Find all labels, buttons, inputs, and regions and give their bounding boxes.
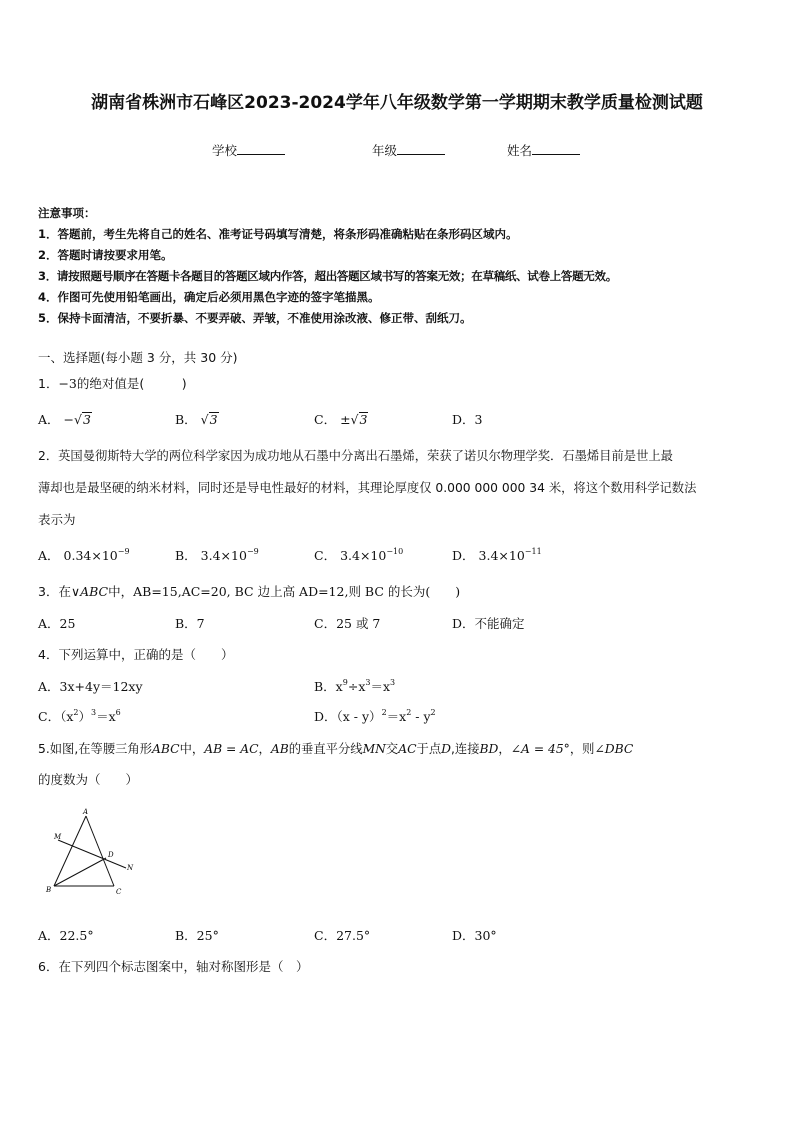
q2-line-1: 2．英国曼彻斯特大学的两位科学家因为成功地从石墨中分离出石墨烯，荣获了诺贝尔物理学奖．石墨烯目前是世上最 — [38, 449, 673, 463]
plus-minus-sign: ± — [340, 412, 351, 427]
notes-block — [38, 203, 617, 329]
school-blank — [237, 142, 285, 155]
q2-option-c — [314, 546, 403, 564]
option-label: B． — [175, 548, 197, 563]
note-item: 4．作图可先使用铅笔画出，确定后必须用黑色字迹的签字笔描黑。 — [38, 290, 380, 304]
q5-text: 中， — [179, 742, 205, 756]
q5-math: MN — [362, 742, 386, 756]
expr-part: C．（x — [38, 709, 74, 724]
q2-line-2: 薄却也是最坚硬的纳米材料，同时还是导电性最好的材料，其理论厚度仅 0.000 000 000 34 米，将这个数用科学记数法 — [38, 481, 697, 495]
expr-part: ） — [78, 709, 91, 724]
q3-text: 中，AB=15,AC=20, BC 边上高 AD=12,则 BC 的长为( ) — [108, 584, 461, 599]
name-blank — [532, 142, 580, 155]
q3-option-a: A．25 — [38, 616, 76, 631]
label-a: A — [83, 808, 89, 816]
q3-option-b: B．7 — [175, 616, 205, 631]
q5-math: AB = AC — [204, 742, 259, 756]
q5-line-2: 的度数为（ ） — [38, 772, 139, 787]
name-label: 姓名 — [507, 143, 533, 158]
q5-option-a: A．22.5° — [38, 928, 94, 943]
q4-option-a: A．3x+4y＝12xy — [38, 679, 143, 694]
label-m: M — [54, 833, 62, 841]
q1-text: 的绝对值是( ) — [76, 376, 187, 391]
note-item: 2．答题时请按要求用笔。 — [38, 248, 173, 262]
expr-part: ＝x — [370, 679, 391, 694]
q1-option-a: A． −√3 — [38, 412, 91, 427]
question-3-stem — [38, 582, 460, 600]
q5-option-d: D．30° — [452, 928, 497, 943]
grade-field — [372, 141, 445, 159]
q3-triangle: ∨ABC — [70, 584, 109, 599]
q5-math: D — [441, 742, 451, 756]
label-d: D — [108, 851, 114, 859]
q2-option-b — [175, 546, 259, 564]
q1-number: 1． — [38, 376, 59, 391]
q3-option-d: D．不能确定 — [452, 616, 525, 631]
minus-sign: − — [63, 412, 74, 427]
q3-number: 3．在 — [38, 584, 71, 599]
option-base: 3.4×10 — [478, 548, 525, 563]
q1-option-d: D．3 — [452, 412, 483, 427]
option-exponent: −11 — [524, 547, 542, 556]
note-item: 3．请按照题号顺序在答题卡各题目的答题区域内作答，超出答题区域书写的答案无效；在草稿纸、试卷上答题无效。 — [38, 269, 617, 283]
exponent: 3 — [90, 708, 97, 717]
exponent: 9 — [342, 678, 348, 687]
radicand: 3 — [359, 412, 368, 427]
q5-text: 交 — [385, 742, 399, 756]
q2-line-3: 表示为 — [38, 512, 76, 527]
question-6-stem: 6．在下列四个标志图案中，轴对称图形是（ ） — [38, 959, 309, 974]
segment-bd — [54, 858, 106, 886]
exam-title: 湖南省株洲市石峰区2023-2024学年八年级数学第一学期期末教学质量检测试题 — [91, 93, 703, 113]
q5-text: ，则 — [569, 742, 595, 756]
expr-part: ＝x — [96, 709, 116, 724]
option-exponent: −9 — [117, 547, 130, 556]
question-4-stem: 4．下列运算中，正确的是（ ） — [38, 647, 234, 662]
notes-heading: 注意事项： — [38, 206, 96, 220]
label-n: N — [127, 864, 134, 872]
exponent: 6 — [115, 708, 121, 717]
option-base: 3.4×10 — [200, 548, 247, 563]
radicand: 3 — [209, 412, 218, 427]
grade-blank — [397, 142, 445, 155]
option-base: 0.34×10 — [63, 548, 118, 563]
expr-part: ÷x — [347, 679, 366, 694]
label-b: B — [46, 886, 52, 894]
q5-math: AB — [270, 742, 289, 756]
q2-option-a — [38, 546, 130, 564]
q1-value: −3 — [58, 376, 77, 391]
grade-label: 年级 — [372, 143, 398, 158]
q5-text: ， — [258, 742, 271, 756]
exponent: 3 — [365, 678, 371, 687]
expr-part: - y — [411, 709, 431, 724]
option-label: D． — [452, 548, 475, 563]
expr-part: ＝x — [386, 709, 407, 724]
exponent: 2 — [430, 708, 436, 717]
q5-math: BD — [479, 742, 499, 756]
option-label: A． — [38, 412, 60, 427]
name-field — [507, 141, 580, 159]
q5-math: AC — [398, 742, 417, 756]
option-exponent: −9 — [246, 547, 259, 556]
q5-text: 于点 — [416, 742, 442, 756]
q1-option-c: C． ±√3 — [314, 412, 368, 427]
exponent: 3 — [390, 678, 396, 687]
note-item: 5．保持卡面清洁，不要折暴、不要弄破、弄皱，不准使用涂改液、修正带、刮纸刀。 — [38, 311, 472, 325]
question-1-stem — [38, 374, 187, 392]
option-label: A． — [38, 548, 60, 563]
q5-math: ∠A = 45° — [510, 742, 570, 756]
expr-part: D．（x - y） — [314, 709, 382, 724]
q5-option-b: B．25° — [175, 928, 219, 943]
q5-text: ， — [498, 742, 511, 756]
q4-option-b — [314, 677, 395, 695]
side-ab — [54, 816, 86, 886]
q5-text: 5.如图,在等腰三角形 — [38, 742, 153, 756]
option-label: C． — [314, 548, 337, 563]
triangle-figure — [38, 806, 138, 898]
note-item: 1．答题前，考生先将自己的姓名、准考证号码填写清楚，将条形码准确粘贴在条形码区域内。 — [38, 227, 518, 241]
school-label: 学校 — [212, 143, 238, 158]
radicand: 3 — [82, 412, 91, 427]
q4-option-c — [38, 707, 121, 725]
q5-text: ,连接 — [451, 742, 480, 756]
question-5-stem — [38, 739, 633, 757]
option-base: 3.4×10 — [340, 548, 387, 563]
exponent: 2 — [406, 708, 412, 717]
expr-part: B．x — [314, 679, 343, 694]
q5-math: ABC — [152, 742, 180, 756]
q3-option-c: C．25 或 7 — [314, 616, 381, 631]
q5-text: 的垂直平分线 — [288, 742, 363, 756]
label-c: C — [116, 888, 122, 896]
school-field — [212, 141, 285, 159]
option-exponent: −10 — [386, 547, 404, 556]
q2-option-d — [452, 546, 542, 564]
q5-math: ∠DBC — [594, 742, 634, 756]
exponent: 2 — [381, 708, 387, 717]
q5-option-c: C．27.5° — [314, 928, 371, 943]
option-label: C． — [314, 412, 337, 427]
section-heading: 一、选择题(每小题 3 分，共 30 分) — [38, 350, 238, 365]
exponent: 2 — [73, 708, 79, 717]
option-label: B． — [175, 412, 197, 427]
q4-option-d — [314, 707, 436, 725]
q1-option-b: B． √3 — [175, 412, 218, 427]
